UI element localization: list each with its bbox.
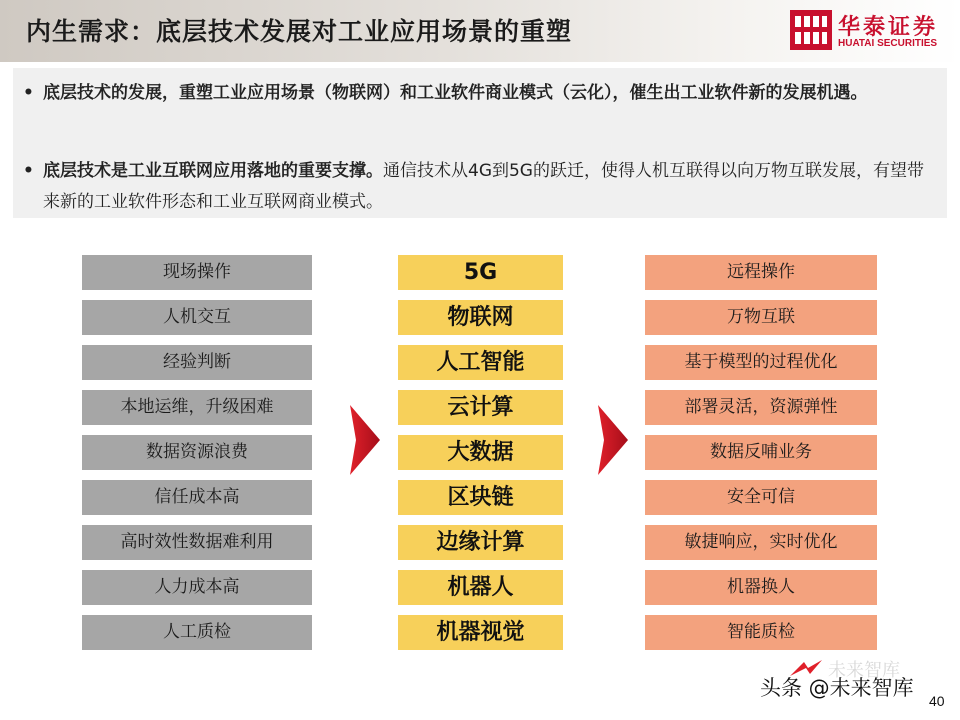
logo-chinese-text: 华泰证券 xyxy=(838,15,939,40)
new-scenario-item: 部署灵活，资源弹性 xyxy=(645,390,877,425)
slide-title: 内生需求：底层技术发展对工业应用场景的重塑 xyxy=(26,17,573,46)
new-scenario-item: 敏捷响应，实时优化 xyxy=(645,525,877,560)
summary-box xyxy=(13,68,947,218)
technology-item: 区块链 xyxy=(398,480,563,515)
title-bar xyxy=(0,0,960,62)
legacy-item: 人工质检 xyxy=(82,615,312,650)
legacy-item: 人力成本高 xyxy=(82,570,312,605)
legacy-item: 数据资源浪费 xyxy=(82,435,312,470)
bullet-1-text: 底层技术的发展，重塑工业应用场景（物联网）和工业软件商业模式（云化），催生出工业软件新的发展机遇。 xyxy=(43,83,868,103)
bullet-dot-icon: • xyxy=(23,161,34,181)
bullet-2-text xyxy=(43,156,933,218)
page-number: 40 xyxy=(929,693,945,709)
bullet-2-lead: 底层技术是工业互联网应用落地的重要支撑。 xyxy=(43,161,383,181)
new-scenario-item: 万物互联 xyxy=(645,300,877,335)
legacy-item: 经验判断 xyxy=(82,345,312,380)
new-scenario-item: 安全可信 xyxy=(645,480,877,515)
legacy-item: 高时效性数据难利用 xyxy=(82,525,312,560)
technology-item: 5G xyxy=(398,255,563,290)
right-arrow-icon xyxy=(598,405,628,475)
technology-item: 机器人 xyxy=(398,570,563,605)
legacy-item: 现场操作 xyxy=(82,255,312,290)
legacy-item: 信任成本高 xyxy=(82,480,312,515)
brand-logo xyxy=(790,8,950,54)
right-arrow-icon xyxy=(350,405,380,475)
technology-item: 边缘计算 xyxy=(398,525,563,560)
bullet-dot-icon: • xyxy=(23,83,34,103)
bullet-2-rest: 通信技术从4G到5G的跃迁，使得人机互联得以向万物互联发展，有望带来新的工业软件形态和工业互联网商业模式。 xyxy=(43,161,924,212)
huatai-logo-icon xyxy=(790,10,832,50)
technology-item: 云计算 xyxy=(398,390,563,425)
logo-english-text: HUATAI SECURITIES xyxy=(838,38,938,49)
new-scenario-item: 智能质检 xyxy=(645,615,877,650)
summary-bullet-2 xyxy=(23,156,933,218)
watermark-ghost-text: 未来智库 xyxy=(828,660,900,681)
summary-bullet-1 xyxy=(23,78,933,109)
new-scenario-item: 数据反哺业务 xyxy=(645,435,877,470)
watermark-text: 头条 @未来智库 xyxy=(760,676,914,700)
new-scenario-item: 机器换人 xyxy=(645,570,877,605)
legacy-item: 本地运维，升级困难 xyxy=(82,390,312,425)
technology-item: 机器视觉 xyxy=(398,615,563,650)
new-scenario-item: 远程操作 xyxy=(645,255,877,290)
new-scenario-item: 基于模型的过程优化 xyxy=(645,345,877,380)
legacy-item: 人机交互 xyxy=(82,300,312,335)
technology-item: 大数据 xyxy=(398,435,563,470)
technology-item: 人工智能 xyxy=(398,345,563,380)
technology-item: 物联网 xyxy=(398,300,563,335)
